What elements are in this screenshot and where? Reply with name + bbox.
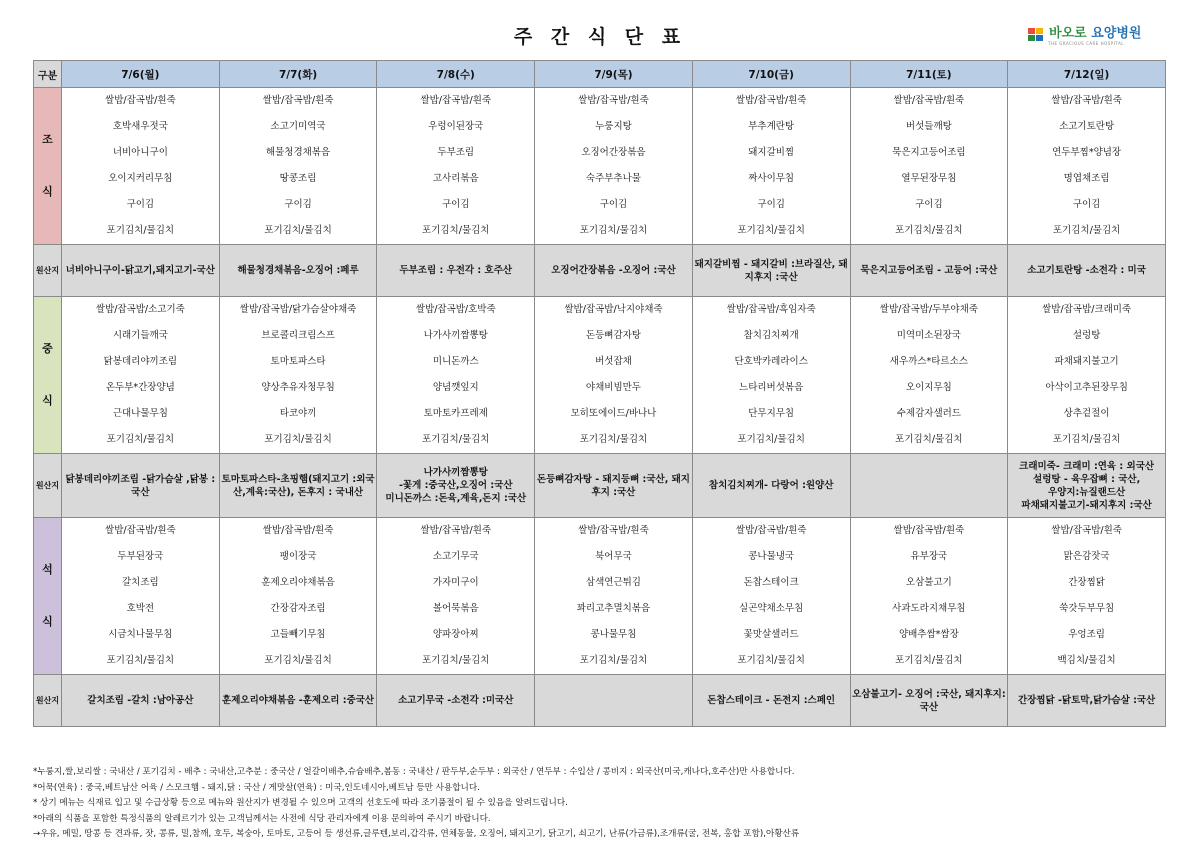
dinner-day-cell <box>219 518 377 675</box>
gubun-header: 구분 <box>34 61 62 88</box>
menu-item: 쌀밥/잡곡밥/흰죽 <box>262 95 334 106</box>
menu-item: 토마토파스타 <box>270 356 326 367</box>
menu-item: 포기김치/물김치 <box>737 225 805 236</box>
lunch-menu-row <box>34 297 1166 454</box>
menu-item: 쌀밥/잡곡밥/흑임자죽 <box>726 304 816 315</box>
menu-item: 쌀밥/잡곡밥/호박죽 <box>415 304 496 315</box>
menu-item: 고사리볶음 <box>432 173 479 184</box>
menu-item: 쌀밥/잡곡밥/닭가슴살야채죽 <box>239 304 357 315</box>
lunch-origin-cell: 참치김치찌개- 다랑어 :원양산 <box>692 454 850 518</box>
logo-brand: 바오로 <box>1049 26 1087 41</box>
menu-item: 타코야끼 <box>279 408 317 419</box>
menu-item: 쌀밥/잡곡밥/흰죽 <box>105 525 176 536</box>
menu-item: 참치김치찌개 <box>743 330 799 341</box>
menu-item: 포기김치/물김치 <box>737 434 805 445</box>
menu-item: 쌀밥/잡곡밥/흰죽 <box>420 525 492 536</box>
menu-item: 포기김치/물김치 <box>264 225 332 236</box>
menu-item: 포기김치/물김치 <box>264 434 332 445</box>
menu-item: 버섯들깨탕 <box>905 121 952 132</box>
menu-item: 양념깻잎지 <box>432 382 479 393</box>
menu-item: 팽이장국 <box>279 551 317 562</box>
origin-label: 원산지 <box>34 245 62 297</box>
menu-item: 소고기미역국 <box>270 121 326 132</box>
lunch-day-cell <box>692 297 850 454</box>
menu-item: 포기김치/물김치 <box>579 434 648 445</box>
lunch-origin-cell: 돈등뼈감자탕 - 돼지등뼈 :국산, 돼지후지 :국산 <box>535 454 693 518</box>
dinner-origin-cell: 훈제오리야채볶음 -훈제오리 :중국산 <box>219 675 377 727</box>
menu-item: 모히또에이드/바나나 <box>570 408 657 419</box>
dinner-origin-cell: 소고기무국 -소전각 :미국산 <box>377 675 535 727</box>
day-header: 7/11(토) <box>850 61 1008 88</box>
menu-item: 시래기들깨국 <box>112 330 168 341</box>
dinner-label: 석 식 <box>34 518 62 675</box>
menu-item: 해물청경채볶음 <box>265 147 331 158</box>
menu-item: 포기김치/물김치 <box>737 655 805 666</box>
menu-item: 우렁이된장국 <box>428 121 484 132</box>
weekly-menu-table <box>33 60 1166 727</box>
menu-item: 구이김 <box>915 199 943 210</box>
logo-subtitle: THE GRACIOUS CARE HOSPITAL <box>1048 41 1124 46</box>
menu-item: 호박새우젓국 <box>112 121 168 132</box>
menu-item: 양상추유자청무침 <box>261 382 335 393</box>
lunch-label: 중 식 <box>34 297 62 454</box>
breakfast-day-cell <box>62 88 220 245</box>
lunch-day-cell <box>219 297 377 454</box>
menu-item: 포기김치/물김치 <box>106 225 175 236</box>
lunch-origin-row <box>34 454 1166 518</box>
menu-item: 근대나물무침 <box>112 408 168 419</box>
menu-item: 호박전 <box>126 603 155 614</box>
menu-item: 콩나물냉국 <box>748 551 795 562</box>
menu-item: 두부된장국 <box>117 551 164 562</box>
menu-item: 쌀밥/잡곡밥/낙지야채죽 <box>564 304 663 315</box>
menu-item: 쌀밥/잡곡밥/두부야채죽 <box>879 304 978 315</box>
menu-item: 콩나물무침 <box>590 629 637 640</box>
menu-item: 오이지커리무침 <box>108 173 173 184</box>
note-line: *어묵(연육) : 중국,베트남산 어육 / 스모크햄 - 돼지,닭 : 국산 / 게맛살(연육) : 미국,인도네시아,베트남 등만 사용합니다. <box>33 782 480 793</box>
header-row <box>34 61 1166 88</box>
dinner-origin-cell: 오삼불고기- 오징어 :국산, 돼지후지:국산 <box>850 675 1008 727</box>
menu-item: 포기김치/물김치 <box>106 655 175 666</box>
breakfast-origin-cell: 오징어간장볶음 -오징어 :국산 <box>535 245 693 297</box>
menu-item: 설렁탕 <box>1072 330 1101 341</box>
day-header: 7/12(일) <box>1008 61 1166 88</box>
menu-item: 너비아니구이 <box>112 147 168 158</box>
lunch-day-cell <box>850 297 1008 454</box>
dinner-day-cell <box>1008 518 1166 675</box>
menu-item: 돈등뼈감자탕 <box>585 330 641 341</box>
menu-item: 돈찹스테이크 <box>743 577 799 588</box>
menu-item: 묵은지고등어조림 <box>892 147 966 158</box>
menu-item: 간장감자조림 <box>270 603 326 614</box>
menu-item: 포기김치/물김치 <box>106 434 175 445</box>
menu-item: 단무지무침 <box>748 408 795 419</box>
logo-mark-icon <box>1028 28 1046 42</box>
breakfast-day-cell <box>1008 88 1166 245</box>
notes <box>33 765 1173 843</box>
dinner-origin-cell: 갈치조림 -갈치 :남아공산 <box>62 675 220 727</box>
menu-item: 쌀밥/잡곡밥/흰죽 <box>105 95 176 106</box>
menu-item: 쌀밥/잡곡밥/흰죽 <box>735 95 807 106</box>
menu-item: 숙주부추나물 <box>585 173 641 184</box>
menu-item: 부추계란탕 <box>748 121 795 132</box>
menu-item: 갈치조림 <box>121 577 159 588</box>
menu-item: 포기김치/물김치 <box>895 225 963 236</box>
menu-item: 느타리버섯볶음 <box>739 382 804 393</box>
breakfast-day-cell <box>850 88 1008 245</box>
breakfast-origin-row <box>34 245 1166 297</box>
menu-item: 쌀밥/잡곡밥/흰죽 <box>578 95 649 106</box>
menu-item: 양파장아찌 <box>432 629 479 640</box>
page-title: 주 간 식 단 표 <box>513 26 687 48</box>
lunch-origin-cell: 나가사끼짬뽕탕 -꽃게 :중국산,오징어 :국산 미니돈까스 :돈육,계육,돈지 :국산 <box>377 454 535 518</box>
menu-item: 쌀밥/잡곡밥/크래미죽 <box>1042 304 1132 315</box>
lunch-day-cell <box>62 297 220 454</box>
hospital-logo <box>1028 26 1158 48</box>
menu-item: 토마토카프레제 <box>423 408 488 419</box>
menu-item: 북어무국 <box>595 551 632 562</box>
menu-item: 유부장국 <box>910 551 948 562</box>
menu-item: 고들빼기무침 <box>270 629 326 640</box>
menu-item: 미니돈까스 <box>432 356 479 367</box>
lunch-origin-cell: 닭봉데리야끼조림 -닭가슴살 ,닭봉 :국산 <box>62 454 220 518</box>
menu-item: 파채돼지불고기 <box>1054 356 1119 367</box>
menu-item: 실곤약채소무침 <box>739 603 804 614</box>
lunch-origin-cell: 토마토파스타-초핑햄(돼지고기 :외국산,계육:국산), 돈후지 : 국내산 <box>219 454 377 518</box>
menu-item: 쌀밥/잡곡밥/소고기죽 <box>95 304 185 315</box>
menu-item: 쌀밥/잡곡밥/흰죽 <box>735 525 807 536</box>
menu-item: 포기김치/물김치 <box>1052 434 1121 445</box>
breakfast-origin-cell: 묵은지고등어조림 - 고등어 :국산 <box>850 245 1008 297</box>
menu-item: 포기김치/물김치 <box>579 225 648 236</box>
menu-item: 오징어간장볶음 <box>581 147 646 158</box>
menu-item: 나가사끼짬뽕탕 <box>423 330 488 341</box>
menu-item: 소고기토란탕 <box>1059 121 1115 132</box>
breakfast-day-cell <box>535 88 693 245</box>
lunch-day-cell <box>1008 297 1166 454</box>
menu-item: 열무된장무침 <box>901 173 957 184</box>
day-header: 7/10(금) <box>692 61 850 88</box>
menu-item: 구이김 <box>1072 199 1101 210</box>
dinner-day-cell <box>62 518 220 675</box>
breakfast-day-cell <box>692 88 850 245</box>
origin-label: 원산지 <box>34 675 62 727</box>
menu-item: 구이김 <box>441 199 470 210</box>
menu-item: 연두부찜*양념장 <box>1052 147 1122 158</box>
menu-item: 미역미소된장국 <box>896 330 961 341</box>
day-header: 7/6(월) <box>62 61 220 88</box>
menu-item: 훈제오리야채볶음 <box>261 577 335 588</box>
menu-item: 포기김치/물김치 <box>422 655 490 666</box>
menu-item: 두부조림 <box>437 147 475 158</box>
menu-item: 포기김치/물김치 <box>422 225 490 236</box>
lunch-origin-cell <box>850 454 1008 518</box>
menu-item: 단호박카레라이스 <box>734 356 808 367</box>
dinner-origin-cell <box>535 675 693 727</box>
breakfast-menu-row <box>34 88 1166 245</box>
breakfast-label: 조 식 <box>34 88 62 245</box>
origin-label: 원산지 <box>34 454 62 518</box>
lunch-day-cell <box>377 297 535 454</box>
note-line: * 상기 메뉴는 식재료 입고 및 수급상황 등으로 메뉴와 원산지가 변경될 수 있으며 고객의 선호도에 따라 조기품절이 될 수 있음을 알려드립니다. <box>33 798 568 808</box>
dinner-day-cell <box>535 518 693 675</box>
menu-item: 아삭이고추된장무침 <box>1045 382 1128 393</box>
logo-suffix: 요양병원 <box>1091 26 1142 41</box>
menu-item: 맑은감잣국 <box>1063 551 1110 562</box>
menu-item: 쌀밥/잡곡밥/흰죽 <box>1051 95 1122 106</box>
menu-item: 상추겉절이 <box>1063 408 1110 419</box>
day-header: 7/7(화) <box>219 61 377 88</box>
menu-item: 사과도라지채무침 <box>892 603 966 614</box>
menu-item: 쌀밥/잡곡밥/흰죽 <box>893 95 965 106</box>
breakfast-origin-cell: 해물청경채볶음-오징어 :페루 <box>219 245 377 297</box>
dinner-origin-cell: 돈찹스테이크 - 돈전지 :스페인 <box>692 675 850 727</box>
menu-item: 포기김치/물김치 <box>895 434 963 445</box>
breakfast-origin-cell: 너비아니구이-닭고기,돼지고기-국산 <box>62 245 220 297</box>
menu-item: 브로콜리크림스프 <box>261 330 335 341</box>
menu-item: 쌀밥/잡곡밥/흰죽 <box>420 95 492 106</box>
note-line: *누룽지,쌀,보리쌀 : 국내산 / 포기김치 - 배추 : 국내산,고추분 : 중국산 / 얼갈이배추,슈슘배추,봄동 : 국내산 / 판두부,순두부 : 외국산 / 연두부 : 수입산 / 콩비지 : 외국산(미국,캐나다,호주산)만 사용합니다. <box>33 767 795 777</box>
menu-item: 쌀밥/잡곡밥/흰죽 <box>262 525 334 536</box>
menu-item: 가자미구이 <box>432 577 479 588</box>
menu-item: 포기김치/물김치 <box>422 434 490 445</box>
breakfast-origin-cell: 소고기토란탕 -소전각 : 미국 <box>1008 245 1166 297</box>
menu-item: 명엽채조림 <box>1063 173 1110 184</box>
menu-item: 수제감자샐러드 <box>896 408 961 419</box>
menu-item: 포기김치/물김치 <box>895 655 963 666</box>
menu-item: 포기김치/물김치 <box>579 655 648 666</box>
dinner-origin-row <box>34 675 1166 727</box>
menu-item: 백김치/물김치 <box>1057 655 1116 666</box>
menu-item: 포기김치/물김치 <box>264 655 332 666</box>
day-header: 7/8(수) <box>377 61 535 88</box>
note-line: →우유, 메밀, 땅콩 등 견과류, 잣, 콩류, 밀,참깨, 호두, 복숭아, 토마토, 고등어 등 생선류,글루텐,보리,갑각류, 연체동물, 오징어, 돼지고기, 닭고기, 쇠고기, 난류(가금류),조개류(굴, 전복, 홍합 포함),아황산류 <box>33 829 800 839</box>
menu-item: 새우까스*타르소스 <box>889 356 968 367</box>
dinner-day-cell <box>692 518 850 675</box>
dinner-day-cell <box>377 518 535 675</box>
breakfast-origin-cell: 두부조림 : 우전각 : 호주산 <box>377 245 535 297</box>
menu-item: 볼어묵볶음 <box>432 603 479 614</box>
menu-item: 소고기무국 <box>432 551 479 562</box>
note-line: *아래의 식품을 포함한 특정식품의 알레르기가 있는 고객님께서는 사전에 식당 관리자에게 이용 문의하여 주시기 바랍니다. <box>33 813 491 824</box>
menu-item: 우엉조림 <box>1068 629 1105 640</box>
dinner-menu-row <box>34 518 1166 675</box>
menu-item: 오삼불고기 <box>905 577 952 588</box>
menu-item: 닭봉데리야끼조림 <box>103 356 178 367</box>
menu-item: 꽃맛살샐러드 <box>743 629 799 640</box>
lunch-day-cell <box>535 297 693 454</box>
dinner-day-cell <box>850 518 1008 675</box>
menu-item: 포기김치/물김치 <box>1052 225 1121 236</box>
menu-item: 쌀밥/잡곡밥/흰죽 <box>893 525 965 536</box>
menu-item: 쌀밥/잡곡밥/흰죽 <box>578 525 649 536</box>
breakfast-day-cell <box>219 88 377 245</box>
day-header: 7/9(목) <box>535 61 693 88</box>
menu-item: 양배추쌈*쌈장 <box>898 629 959 640</box>
menu-item: 버섯잡채 <box>595 356 632 367</box>
breakfast-origin-cell: 돼지갈비찜 - 돼지갈비 :브라질산, 돼지후지 :국산 <box>692 245 850 297</box>
menu-item: 구이김 <box>757 199 785 210</box>
breakfast-day-cell <box>377 88 535 245</box>
menu-item: 구이김 <box>284 199 312 210</box>
menu-item: 땅콩조림 <box>279 173 317 184</box>
menu-item: 시금치나물무침 <box>108 629 173 640</box>
menu-item: 쌀밥/잡곡밥/흰죽 <box>1051 525 1122 536</box>
menu-item: 누룽지탕 <box>595 121 632 132</box>
menu-item: 구이김 <box>126 199 155 210</box>
lunch-origin-cell: 크래미죽- 크래미 :연육 : 외국산 설렁탕 - 육우잡뼈 : 국산, 우양지:뉴질랜드산 파채돼지불고기-돼지후지 :국산 <box>1008 454 1166 518</box>
menu-item: 오이지무침 <box>905 382 952 393</box>
menu-item: 구이김 <box>599 199 628 210</box>
menu-item: 짜사이무침 <box>748 173 795 184</box>
menu-item: 쑥갓두부무침 <box>1059 603 1115 614</box>
menu-item: 야채비빔만두 <box>585 382 641 393</box>
menu-item: 꽈리고추멸치볶음 <box>576 603 651 614</box>
menu-item: 돼지갈비찜 <box>748 147 795 158</box>
logo-text <box>1049 26 1141 42</box>
dinner-origin-cell: 간장찜닭 -닭토막,닭가슴살 :국산 <box>1008 675 1166 727</box>
menu-item: 삼색연근튀김 <box>585 577 641 588</box>
menu-item: 간장찜닭 <box>1068 577 1105 588</box>
menu-item: 온두부*간장양념 <box>105 382 175 393</box>
